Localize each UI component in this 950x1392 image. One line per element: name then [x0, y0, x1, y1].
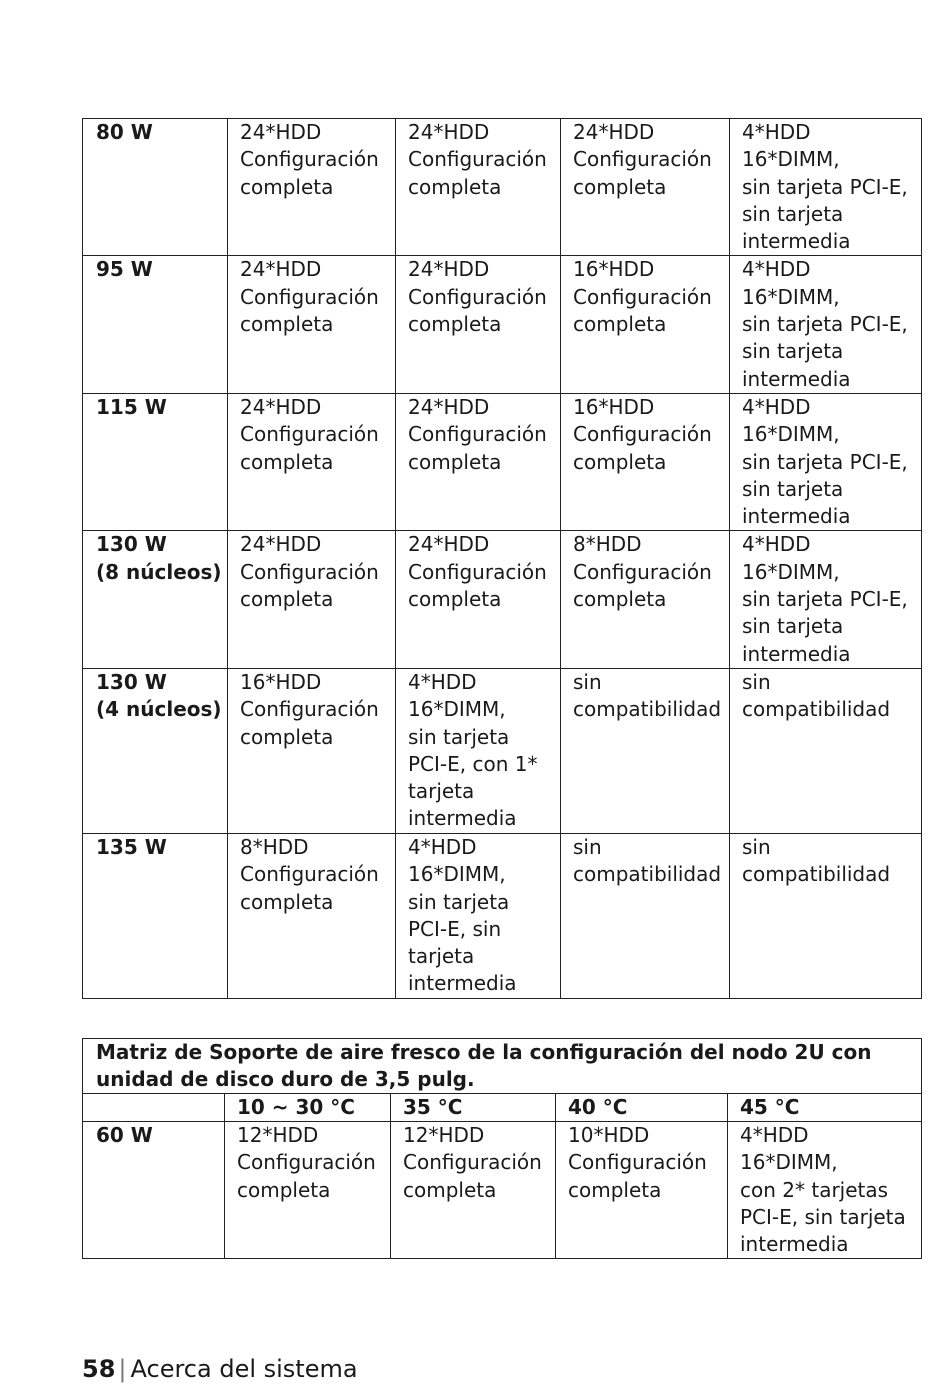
- cell-line: intermedia: [742, 641, 851, 666]
- page-footer: [82, 1353, 358, 1385]
- table-cell: [561, 833, 730, 998]
- matrix-title: [83, 1039, 922, 1094]
- cell-line: 24*HDD: [408, 532, 490, 557]
- cell-line: Configuración: [240, 559, 379, 584]
- cell-line: completa: [240, 449, 334, 474]
- cell-line: Configuración: [408, 422, 547, 447]
- table-cell: [225, 1122, 391, 1259]
- cell-line: completa: [240, 312, 334, 337]
- matrix-title-row: [83, 1039, 922, 1094]
- power-thermal-table-body: [83, 119, 922, 999]
- table-cell: [396, 531, 561, 668]
- cell-line: completa: [403, 1177, 497, 1202]
- cell-line: 12*HDD: [403, 1123, 485, 1147]
- cell-line: 4*HDD: [742, 532, 811, 557]
- cell-line: 4*HDD: [742, 257, 811, 282]
- cell-line: sin tarjeta PCI-E,: [742, 174, 908, 199]
- cell-line: Configuración: [573, 559, 712, 584]
- cell-line: completa: [408, 449, 502, 474]
- cell-line: Configuración: [568, 1150, 707, 1175]
- cell-line: Configuración: [237, 1150, 376, 1175]
- cell-line: 24*HDD: [240, 532, 322, 557]
- cell-line: sin tarjeta PCI-E,: [742, 449, 908, 474]
- row-header-cell: [83, 256, 228, 393]
- table-cell: [730, 668, 922, 833]
- table-cell: [728, 1122, 922, 1259]
- table-row: [83, 1122, 922, 1259]
- row-header-line: 80 W: [96, 120, 153, 144]
- table-cell: [561, 668, 730, 833]
- row-header-line: 95 W: [96, 257, 153, 282]
- row-header-cell: [83, 1122, 225, 1259]
- matrix-header-10-30c: 10 ~ 30 °C: [225, 1094, 391, 1122]
- cell-line: 4*HDD: [742, 120, 811, 144]
- cell-line: 16*DIMM,: [742, 559, 840, 584]
- cell-line: compatibilidad: [742, 862, 891, 887]
- cell-line: Configuración: [573, 284, 712, 309]
- cell-line: 16*HDD: [573, 394, 655, 419]
- cell-line: 24*HDD: [240, 257, 322, 282]
- cell-line: 16*DIMM,: [742, 422, 840, 447]
- cell-line: compatibilidad: [742, 697, 891, 722]
- table-cell: [228, 393, 396, 530]
- cell-line: 16*DIMM,: [740, 1150, 838, 1175]
- cell-line: completa: [240, 587, 334, 612]
- row-header-line: 135 W: [96, 834, 167, 859]
- cell-line: compatibilidad: [573, 862, 722, 887]
- cell-line: Configuración: [403, 1150, 542, 1175]
- cell-line: completa: [408, 174, 502, 199]
- cell-line: 16*HDD: [573, 257, 655, 282]
- cell-line: 24*HDD: [408, 257, 490, 282]
- table-cell: [228, 668, 396, 833]
- table-cell: [561, 531, 730, 668]
- cell-line: 16*DIMM,: [408, 697, 506, 722]
- cell-line: sin tarjeta: [408, 724, 510, 749]
- cell-line: sin tarjeta: [742, 339, 844, 364]
- cell-line: completa: [240, 724, 334, 749]
- table-cell: [730, 531, 922, 668]
- matrix-header-empty: [83, 1094, 225, 1122]
- power-thermal-table: [82, 118, 922, 999]
- cell-line: completa: [237, 1177, 331, 1202]
- cell-line: 24*HDD: [408, 120, 490, 144]
- cell-line: sin: [742, 669, 771, 694]
- cell-line: intermedia: [740, 1232, 849, 1257]
- cell-line: PCI-E, sin tarjeta: [740, 1204, 906, 1229]
- cell-line: PCI-E, sin: [408, 916, 502, 941]
- table-cell: [396, 833, 561, 998]
- cell-line: completa: [240, 174, 334, 199]
- section-title: Acerca del sistema: [130, 1355, 358, 1383]
- row-header-cell: [83, 119, 228, 256]
- table-cell: [730, 256, 922, 393]
- row-header-cell: [83, 833, 228, 998]
- cell-line: Configuración: [573, 147, 712, 172]
- table-cell: [228, 531, 396, 668]
- cell-line: completa: [573, 587, 667, 612]
- table-cell: [561, 119, 730, 256]
- table-row: [83, 833, 922, 998]
- cell-line: sin tarjeta: [408, 889, 510, 914]
- cell-line: Configuración: [240, 862, 379, 887]
- cell-line: 4*HDD: [742, 394, 811, 419]
- cell-line: con 2* tarjetas: [740, 1177, 889, 1202]
- table-cell: [228, 256, 396, 393]
- cell-line: 4*HDD: [408, 834, 477, 859]
- cell-line: sin tarjeta: [742, 614, 844, 639]
- table-row: [83, 256, 922, 393]
- cell-line: sin: [742, 834, 771, 859]
- cell-line: 24*HDD: [408, 394, 490, 419]
- cell-line: intermedia: [742, 229, 851, 254]
- matrix-header-35c: 35 °C: [391, 1094, 556, 1122]
- cell-line: Configuración: [408, 284, 547, 309]
- cell-line: 8*HDD: [240, 834, 309, 859]
- matrix-header-45c: 45 °C: [728, 1094, 922, 1122]
- table-cell: [730, 393, 922, 530]
- table-cell: [561, 256, 730, 393]
- cell-line: Configuración: [240, 284, 379, 309]
- cell-line: 8*HDD: [573, 532, 642, 557]
- matrix-header-40c: 40 °C: [556, 1094, 728, 1122]
- cell-line: 24*HDD: [240, 394, 322, 419]
- cell-line: 12*HDD: [237, 1123, 319, 1147]
- cell-line: 16*DIMM,: [408, 862, 506, 887]
- row-header-cell: [83, 393, 228, 530]
- page-number: 58: [82, 1355, 116, 1383]
- cell-line: Configuración: [240, 697, 379, 722]
- table-cell: [730, 119, 922, 256]
- cell-line: sin tarjeta PCI-E,: [742, 587, 908, 612]
- cell-line: completa: [408, 587, 502, 612]
- cell-line: completa: [573, 449, 667, 474]
- fresh-air-support-matrix-table: [82, 1038, 922, 1259]
- table-row: [83, 119, 922, 256]
- table-cell: [730, 833, 922, 998]
- matrix-title-line: unidad de disco duro de 3,5 pulg.: [96, 1067, 475, 1091]
- table-cell: [396, 668, 561, 833]
- cell-line: completa: [408, 312, 502, 337]
- cell-line: Configuración: [240, 147, 379, 172]
- table-row: [83, 531, 922, 668]
- cell-line: 4*HDD: [408, 669, 477, 694]
- fresh-air-support-matrix-body: [83, 1039, 922, 1259]
- cell-line: completa: [568, 1177, 662, 1202]
- cell-line: sin: [573, 834, 602, 859]
- table-cell: [228, 119, 396, 256]
- cell-line: 10*HDD: [568, 1123, 650, 1147]
- cell-line: intermedia: [408, 971, 517, 996]
- table-cell: [556, 1122, 728, 1259]
- cell-line: intermedia: [742, 504, 851, 529]
- cell-line: intermedia: [408, 806, 517, 831]
- cell-line: tarjeta: [408, 779, 475, 804]
- row-header-line: (8 núcleos): [96, 559, 222, 584]
- cell-line: 4*HDD: [740, 1123, 809, 1147]
- cell-line: sin: [573, 669, 602, 694]
- cell-line: 16*DIMM,: [742, 147, 840, 172]
- row-header-line: 115 W: [96, 394, 167, 419]
- row-header-cell: [83, 531, 228, 668]
- table-cell: [396, 393, 561, 530]
- cell-line: sin tarjeta PCI-E,: [742, 312, 908, 337]
- row-header-line: 130 W: [96, 669, 167, 694]
- cell-line: completa: [240, 889, 334, 914]
- cell-line: sin tarjeta: [742, 201, 844, 226]
- row-header-line: 60 W: [96, 1123, 153, 1147]
- cell-line: 16*DIMM,: [742, 284, 840, 309]
- cell-line: 24*HDD: [240, 120, 322, 144]
- cell-line: PCI-E, con 1*: [408, 751, 538, 776]
- matrix-header-row: [83, 1094, 922, 1122]
- footer-separator: |: [118, 1355, 127, 1383]
- cell-line: Configuración: [408, 559, 547, 584]
- matrix-title-line: Matriz de Soporte de aire fresco de la configuración del nodo 2U con: [96, 1040, 872, 1064]
- cell-line: compatibilidad: [573, 697, 722, 722]
- cell-line: tarjeta: [408, 944, 475, 969]
- cell-line: Configuración: [408, 147, 547, 172]
- row-header-line: (4 núcleos): [96, 697, 222, 722]
- cell-line: intermedia: [742, 366, 851, 391]
- cell-line: sin tarjeta: [742, 476, 844, 501]
- table-cell: [391, 1122, 556, 1259]
- cell-line: completa: [573, 312, 667, 337]
- table-row: [83, 393, 922, 530]
- table-cell: [228, 833, 396, 998]
- table-row: [83, 668, 922, 833]
- cell-line: 16*HDD: [240, 669, 322, 694]
- cell-line: Configuración: [240, 422, 379, 447]
- table-cell: [396, 119, 561, 256]
- cell-line: completa: [573, 174, 667, 199]
- row-header-cell: [83, 668, 228, 833]
- cell-line: 24*HDD: [573, 120, 655, 144]
- cell-line: Configuración: [573, 422, 712, 447]
- table-cell: [396, 256, 561, 393]
- table-cell: [561, 393, 730, 530]
- row-header-line: 130 W: [96, 532, 167, 557]
